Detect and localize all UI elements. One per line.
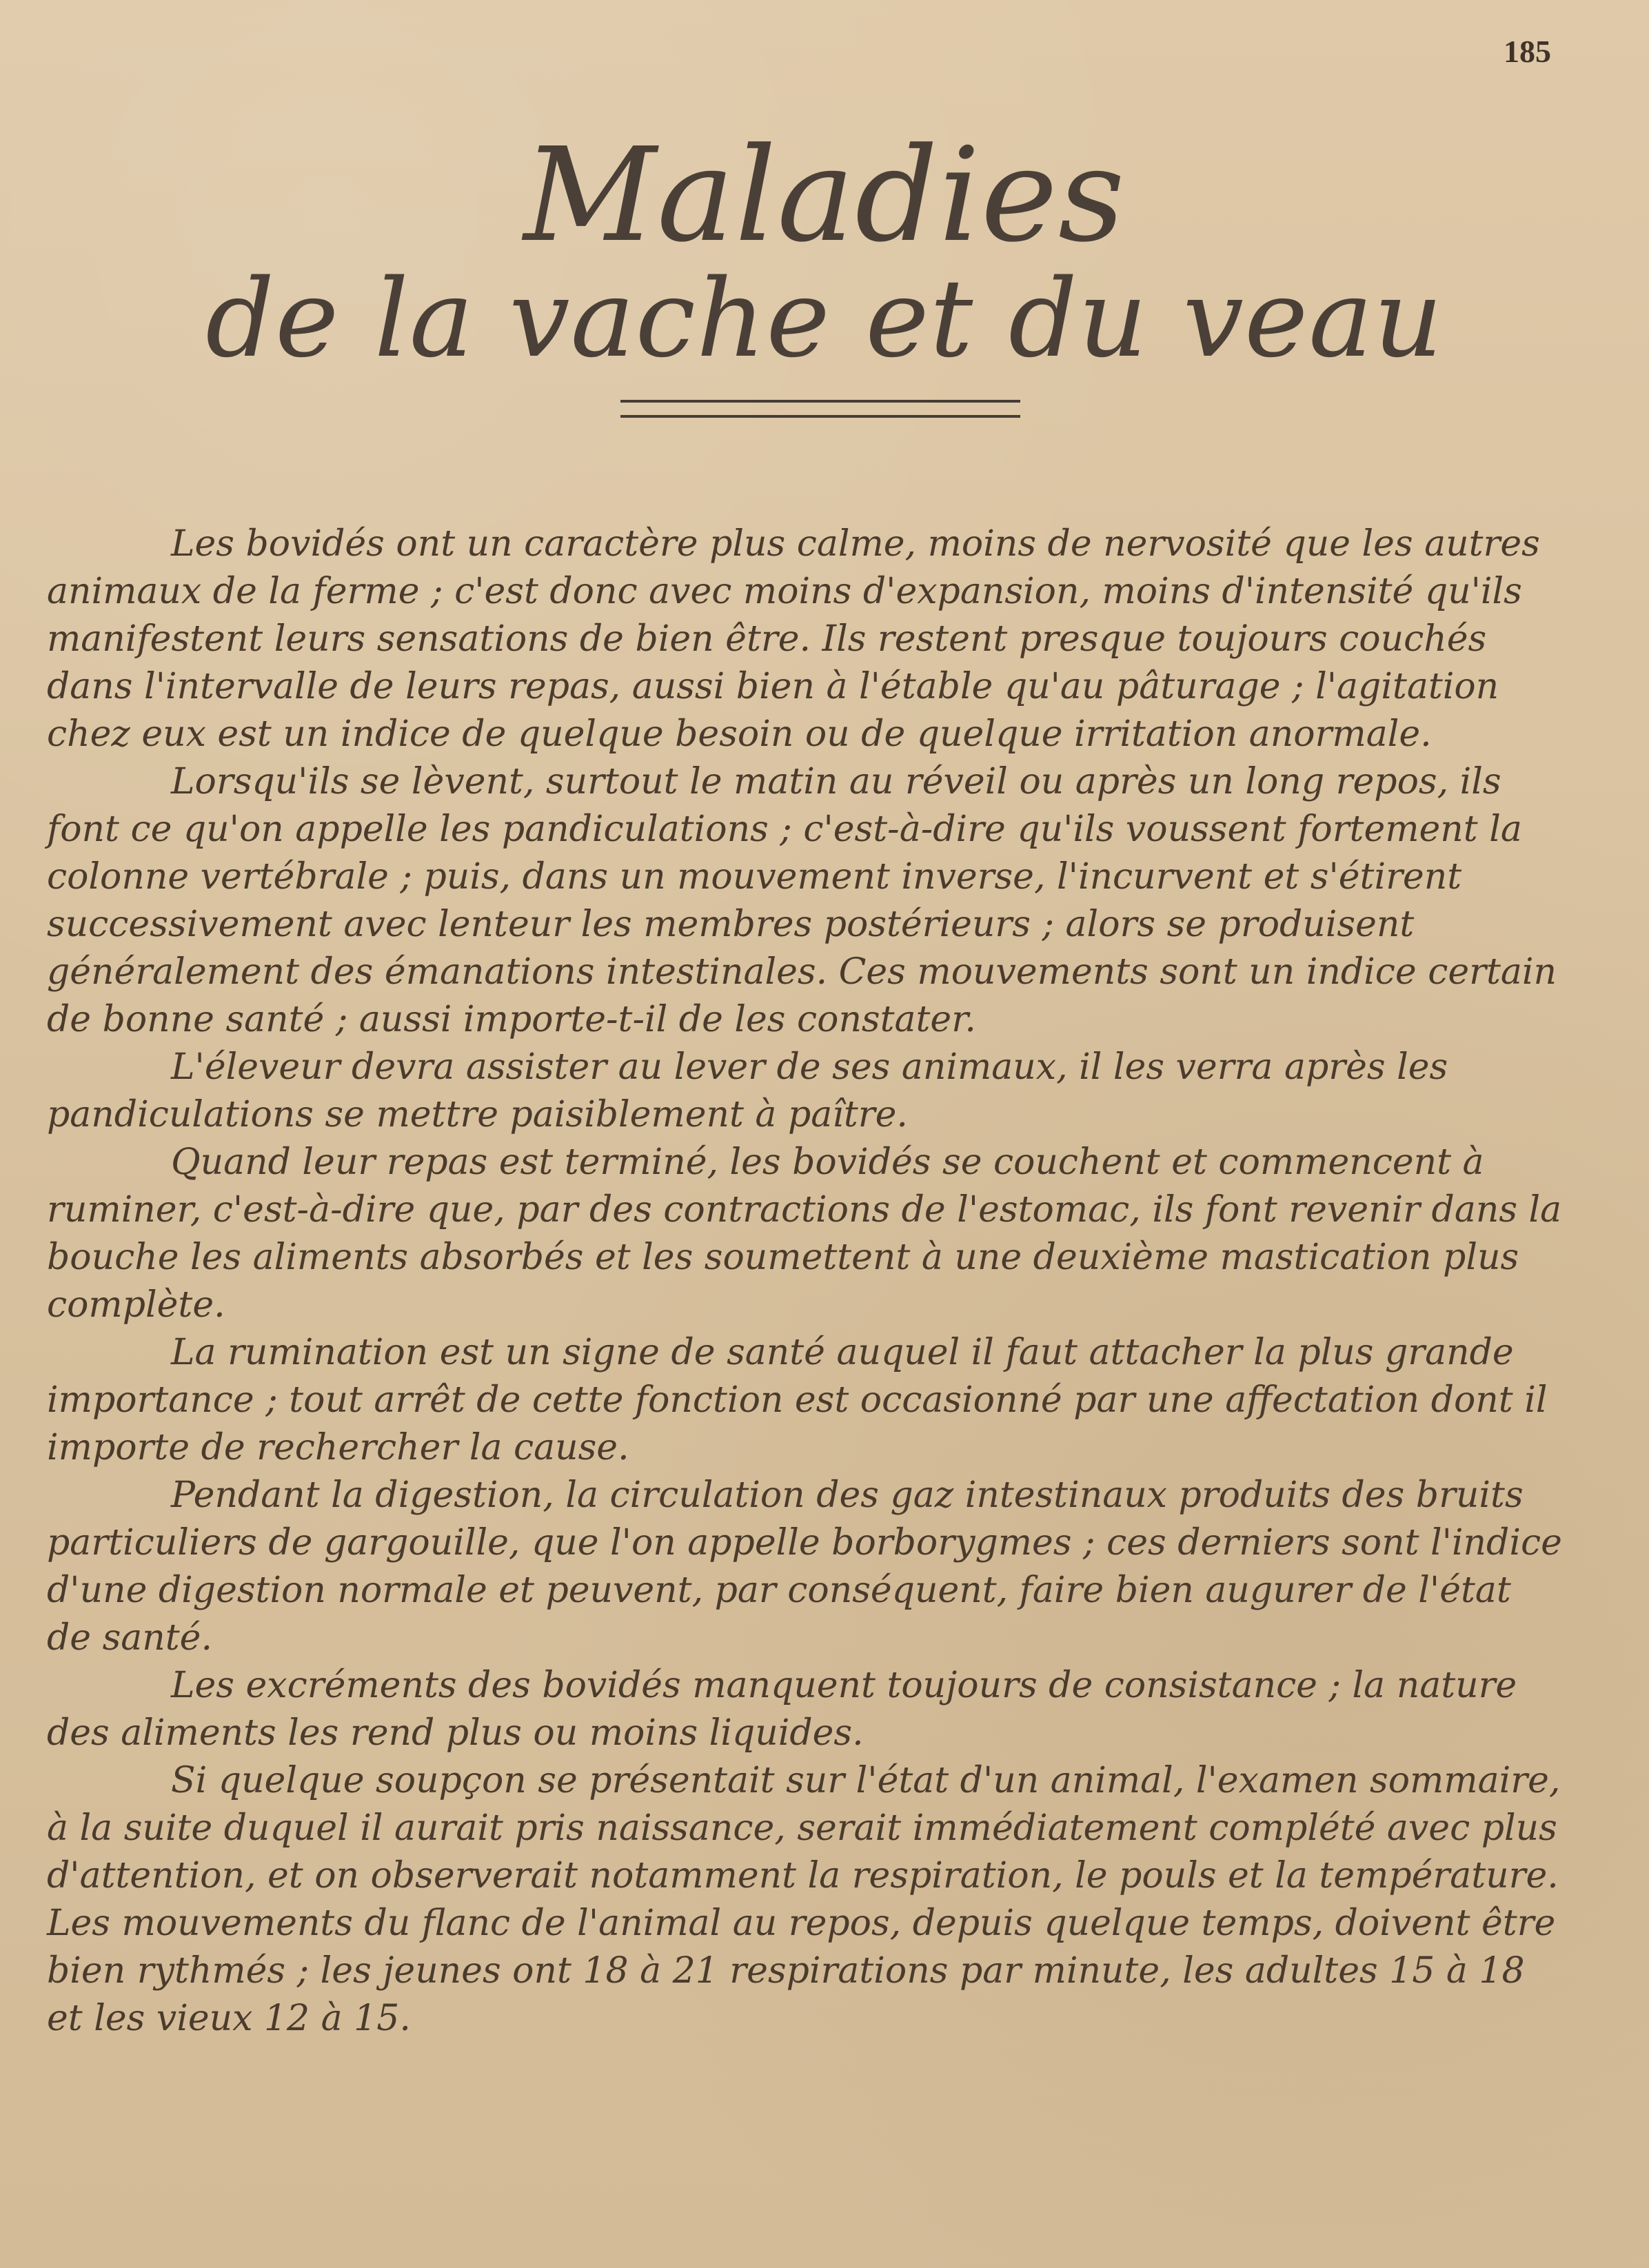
paragraph-7: Les excréments des bovidés manquent toujours de consistance ; la nature des aliments les rend plus ou moins liquides. <box>47 1665 1517 1754</box>
paragraph-4: Quand leur repas est terminé, les bovidés se couchent et commencent à ruminer, c'est-à-dire que, par des contractions de l'estomac, ils font revenir dans la bouche les aliments absorbés et les soumettent à une deuxième mastication plus complète. <box>47 1142 1562 1326</box>
handwritten-body-text <box>47 520 1564 2043</box>
paragraph-5: La rumination est un signe de santé auquel il faut attacher la plus grande importance ; tout arrêt de cette fonction est occasionné par une affectation dont il importe de rechercher la cause. <box>47 1332 1548 1468</box>
title-line-1: Maladies <box>523 120 1126 271</box>
paragraph-2: Lorsqu'ils se lèvent, surtout le matin au réveil ou après un long repos, ils font ce qu'on appelle les pandiculations ; c'est-à-dire qu'ils voussent fortement la colonne vertébrale ; puis, dans un mouvement inverse, l'incurvent et s'étirent successivement avec lenteur les membres postérieurs ; alors se produisent généralement des émanations intestinales. Ces mouvements sont un indice certain de bonne santé ; aussi importe-t-il de les constater. <box>47 761 1557 1040</box>
page-number: 185 <box>1504 34 1551 69</box>
paragraph-1: Les bovidés ont un caractère plus calme, moins de nervosité que les autres animaux de la ferme ; c'est donc avec moins d'expansion, moins d'intensité qu'ils manifestent leurs sensations de bien être. Ils restent presque toujours couchés dans l'intervalle de leurs repas, aussi bien à l'étable qu'au pâturage ; l'agitation chez eux est un indice de quelque besoin ou de quelque irritation anormale. <box>47 523 1540 755</box>
page-title <box>0 120 1649 381</box>
paragraph-3: L'éleveur devra assister au lever de ses animaux, il les verra après les pandiculations se mettre paisiblement à paître. <box>47 1046 1448 1135</box>
title-double-rule <box>620 400 1020 418</box>
title-line-2: de la vache et du veau <box>205 256 1444 381</box>
paragraph-6: Pendant la digestion, la circulation des gaz intestinaux produits des bruits particuliers de gargouille, que l'on appelle borborygmes ; ces derniers sont l'indice d'une digestion normale et peuvent, par conséquent, faire bien augurer de l'état de santé. <box>47 1475 1562 1659</box>
paragraph-8: Si quelque soupçon se présentait sur l'état d'un animal, l'examen sommaire, à la suite duquel il aurait pris naissance, serait immédiatement complété avec plus d'attention, et on observerait notamment la respiration, le pouls et la température. Les mouvements du flanc de l'animal au repos, depuis quelque temps, doivent être bien rythmés ; les jeunes ont 18 à 21 respirations par minute, les adultes 15 à 18 et les vieux 12 à 15. <box>47 1760 1561 2039</box>
